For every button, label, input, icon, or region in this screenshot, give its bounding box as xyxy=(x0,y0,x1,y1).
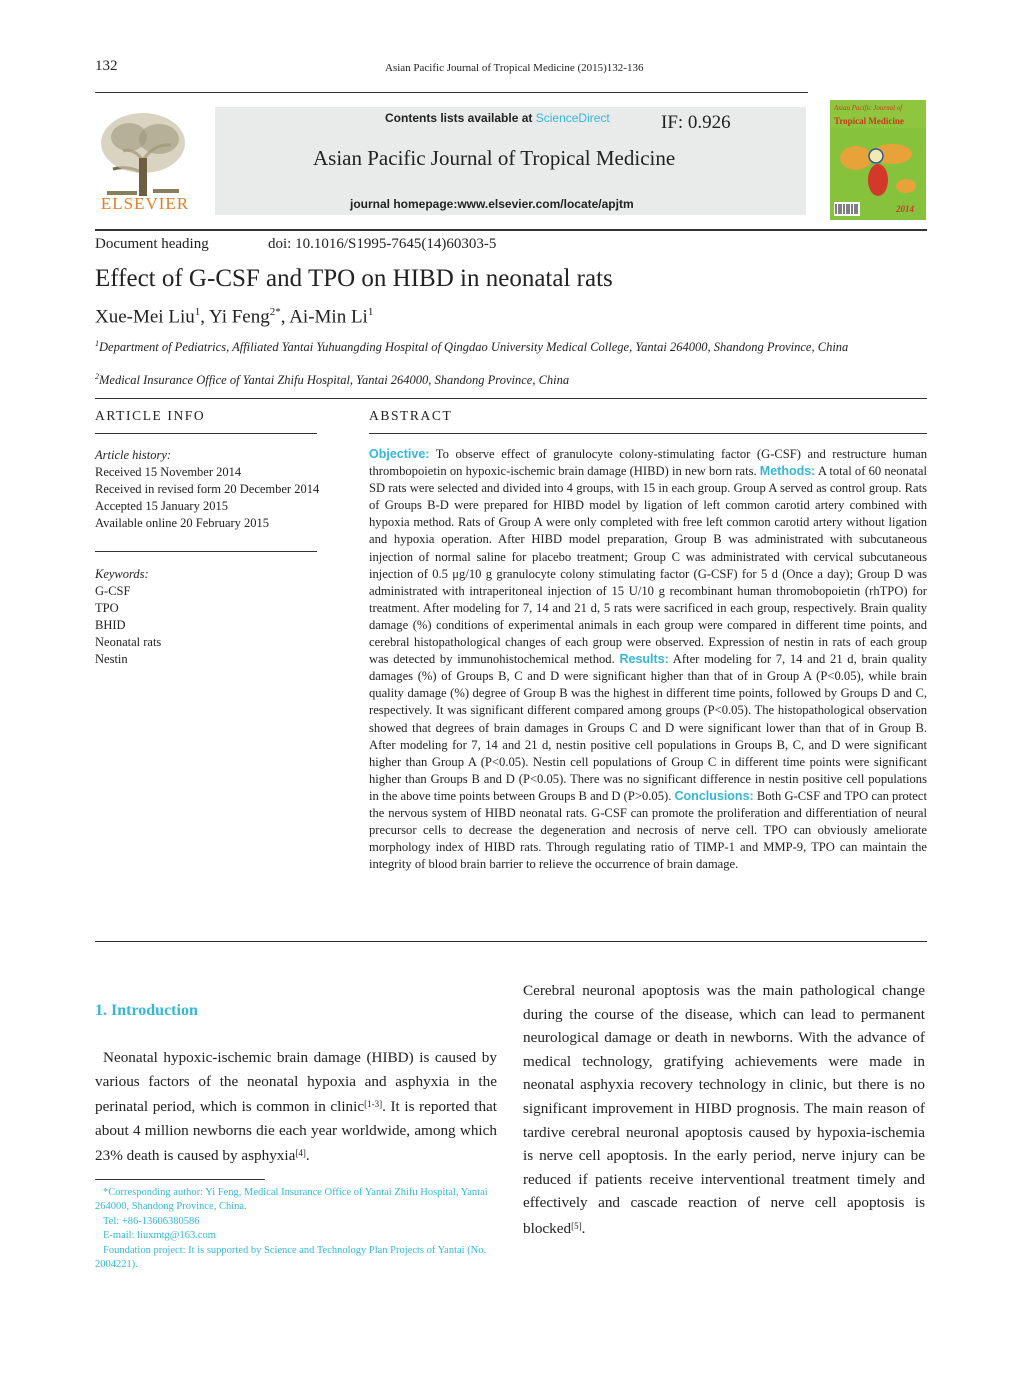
doi-link[interactable]: doi: 10.1016/S1995-7645(14)60303-5 xyxy=(268,236,497,252)
keyword: BHID xyxy=(95,618,126,632)
objective-label: Objective: xyxy=(369,447,430,461)
elsevier-wordmark: ELSEVIER xyxy=(100,194,190,213)
intro-text: Neonatal hypoxic-ischemic brain damage (HIBD) is caused by various factors of the neonatal hypoxia and asphyxia in the perinatal period, which is common in clinic xyxy=(95,1049,497,1116)
methods-label: Methods: xyxy=(759,464,816,479)
citation-link[interactable]: [5] xyxy=(571,1220,582,1231)
page-number: 132 xyxy=(95,58,118,74)
author-separator: , xyxy=(280,306,290,328)
affiliation-1 xyxy=(95,336,927,355)
intro-text: . It is reported that about 4 million newborns die each year worldwide, among which 23% death is caused by asphyxia xyxy=(95,1098,498,1165)
affiliation-sup: 1 xyxy=(95,339,99,348)
article-info-rule xyxy=(95,433,317,434)
author-name: Xue-Mei Liu xyxy=(95,306,195,328)
header-rule xyxy=(95,92,808,93)
footnotes xyxy=(95,1186,498,1272)
affiliation-sup: 2 xyxy=(95,372,99,381)
conclusions-text: Both G-CSF and TPO can protect the nervous system of HIBD neonatal rats. G-CSF can promote the proliferation and differentiation of neural precursor cells to decrease the degeneration and necrosis of nerve cell. TPO can obviously ameliorate morphology index of HIBD rats. Through regulating ratio of TIMP-1 and MMP-9, TPO can maintain the integrity of blood brain barrier to relieve the occurrence of brain damage. xyxy=(369,788,927,872)
telephone-note: Tel: +86-13606380586 xyxy=(103,1215,200,1227)
author-name: Yi Feng xyxy=(209,306,270,328)
results-label: Results: xyxy=(619,652,669,667)
article-history xyxy=(95,447,319,532)
intro-text-end: . xyxy=(581,1219,586,1237)
abstract-top-rule xyxy=(369,433,927,434)
abstract-bottom-rule xyxy=(95,941,927,942)
keywords-block xyxy=(95,566,161,668)
document-heading: Document heading xyxy=(95,236,209,252)
author-affil-sup: 1 xyxy=(367,306,374,318)
abstract-heading: ABSTRACT xyxy=(369,408,453,423)
keywords-label: Keywords: xyxy=(95,567,149,581)
masthead-rule xyxy=(95,229,927,231)
impact-factor: IF: 0.926 xyxy=(661,112,731,133)
abstract-body xyxy=(369,446,927,873)
history-revised: Received in revised form 20 December 2014 xyxy=(95,482,320,496)
history-online: Available online 20 February 2015 xyxy=(95,516,270,530)
citation-link[interactable]: [1-3] xyxy=(364,1099,383,1110)
author-affil-sup: 2* xyxy=(269,306,281,318)
results-text: After modeling for 7, 14 and 21 d, brain quality damages (%) of Groups B, C and D were significant higher than that of in Group A (P<0.05), while brain quality damage (%) degree of Group B was the highest in different time points, followed by Groups D and C, respectively. It was significant different compared among groups (P<0.05). The histopathological observation showed that degrees of brain damages in Groups C and D were significant lower than that of in Group B. After modeling for 7, 14 and 21 d, nestin positive cell populations in Groups B, C, and D were significant higher than Group A (P<0.05). Nestin cell populations of Group C in different time points were significant higher than Groups B and D (P<0.05). There was no significant difference in nestin positive cell populations in the above time points between Groups B and D (P>0.05). xyxy=(369,652,927,803)
contents-prefix: Contents lists available at xyxy=(385,111,536,125)
foundation-note: Foundation project: It is supported by Science and Technology Plan Projects of Yantai (No. 2004221). xyxy=(95,1244,487,1271)
citation-link[interactable]: [4] xyxy=(295,1148,306,1159)
introduction-heading: 1. Introduction xyxy=(95,1002,198,1019)
introduction-left-column xyxy=(95,1046,497,1168)
objective-text: To observe effect of granulocyte colony-stimulating factor (G-CSF) and restructure human thrombopoietin on hypoxic-ischemic brain damage (HIBD) in new born rats. xyxy=(369,447,927,479)
keyword: Neonatal rats xyxy=(95,635,162,649)
history-label: Article history: xyxy=(95,448,172,462)
author-list xyxy=(95,306,373,328)
cover-title-1: Asian Pacific Journal of xyxy=(834,104,903,112)
history-accepted: Accepted 15 January 2015 xyxy=(95,499,228,513)
methods-text: A total of 60 neonatal SD rats were selected and divided into 4 groups, with 15 in each group. Group A served as control group. Rats of Groups B-D were prepared for HIBD model by ligation of left common carotid artery combined with hypoxia method. Rats of Group A were only completed with free left common carotid artery without ligation and hypoxia operation. After HIBD model preparation, Group B was administrated with subcutaneous injection of normal saline for placebo treatment; Group C was administrated with cervical subcutaneous injection of 0.5 μg/10 g granulocyte colony stimulating factor (G-CSF) for 5 d (Once a day); Group D was administrated with intraperitoneal injection of 15 U/10 g recombinant human thromobopoietin (rhTPO) for treatment. After modeling for 7, 14 and 21 d, 5 rats were sacrificed in each group, respectively. Brain quality damage (%) conditions of experimental animals in each group were compared in different time points, and cerebral histopathological changes of each group were observed. Expression of nestin in rats of each group was detected by immunohistochemical method. xyxy=(369,464,927,667)
contents-line xyxy=(385,111,610,125)
history-received: Received 15 November 2014 xyxy=(95,465,242,479)
header-divider xyxy=(95,398,927,399)
corresponding-author-note: *Corresponding author: Yi Feng, Medical Insurance Office of Yantai Zhifu Hospital, Yantai 264000, Shandong Province, China. xyxy=(95,1187,488,1213)
author-name: Ai-Min Li xyxy=(289,306,368,328)
cover-title-2: Tropical Medicine xyxy=(834,116,904,126)
keyword: G-CSF xyxy=(95,584,131,598)
intro-text-end: . xyxy=(305,1147,310,1165)
introduction-right-column xyxy=(523,979,925,1241)
email-link[interactable]: E-mail: liuxmtg@163.com xyxy=(103,1230,216,1242)
article-title: Effect of G-CSF and TPO on HIBD in neonatal rats xyxy=(95,265,613,292)
author-affil-sup: 1 xyxy=(194,306,201,318)
affiliation-text: Department of Pediatrics, Affiliated Yantai Yuhuangding Hospital of Qingdao University Medical College, Yantai 264000, Shandong Province, China xyxy=(99,340,849,355)
article-info-heading: ARTICLE INFO xyxy=(95,408,206,423)
sciencedirect-link[interactable]: ScienceDirect xyxy=(535,111,610,125)
conclusions-label: Conclusions: xyxy=(674,788,754,803)
affiliation-2 xyxy=(95,369,927,388)
footnote-rule xyxy=(95,1179,265,1180)
affiliation-text: Medical Insurance Office of Yantai Zhifu Hospital, Yantai 264000, Shandong Province, China xyxy=(99,373,570,388)
keywords-rule xyxy=(95,551,317,552)
journal-homepage-link[interactable]: journal homepage:www.elsevier.com/locate/apjtm xyxy=(350,197,634,211)
running-head: Asian Pacific Journal of Tropical Medicine (2015)132-136 xyxy=(385,62,644,74)
intro-text: Cerebral neuronal apoptosis was the main pathological change during the course of the disease, which can lead to permanent neurological damage or death in newborns. With the advance of medical technology, gratifying achievements were made in neonatal asphyxia recovery technology in clinic, but there is no significant improvement in HIBD prognosis. The main reason of tardive cerebral neuronal apoptosis caused by hypoxia-ischemia is nerve cell apoptosis. In the early period, nerve injury can be reduced if patients receive interventional treatment timely and effectively and cascade reaction of nerve cell apoptosis is blocked xyxy=(523,982,925,1237)
author-separator: , xyxy=(200,306,210,328)
elsevier-logo xyxy=(93,103,197,215)
journal-name: Asian Pacific Journal of Tropical Medicine xyxy=(313,146,676,170)
journal-cover xyxy=(830,100,926,220)
keyword: Nestin xyxy=(95,652,128,666)
cover-year: 2014 xyxy=(896,204,914,214)
keyword: TPO xyxy=(95,601,119,615)
